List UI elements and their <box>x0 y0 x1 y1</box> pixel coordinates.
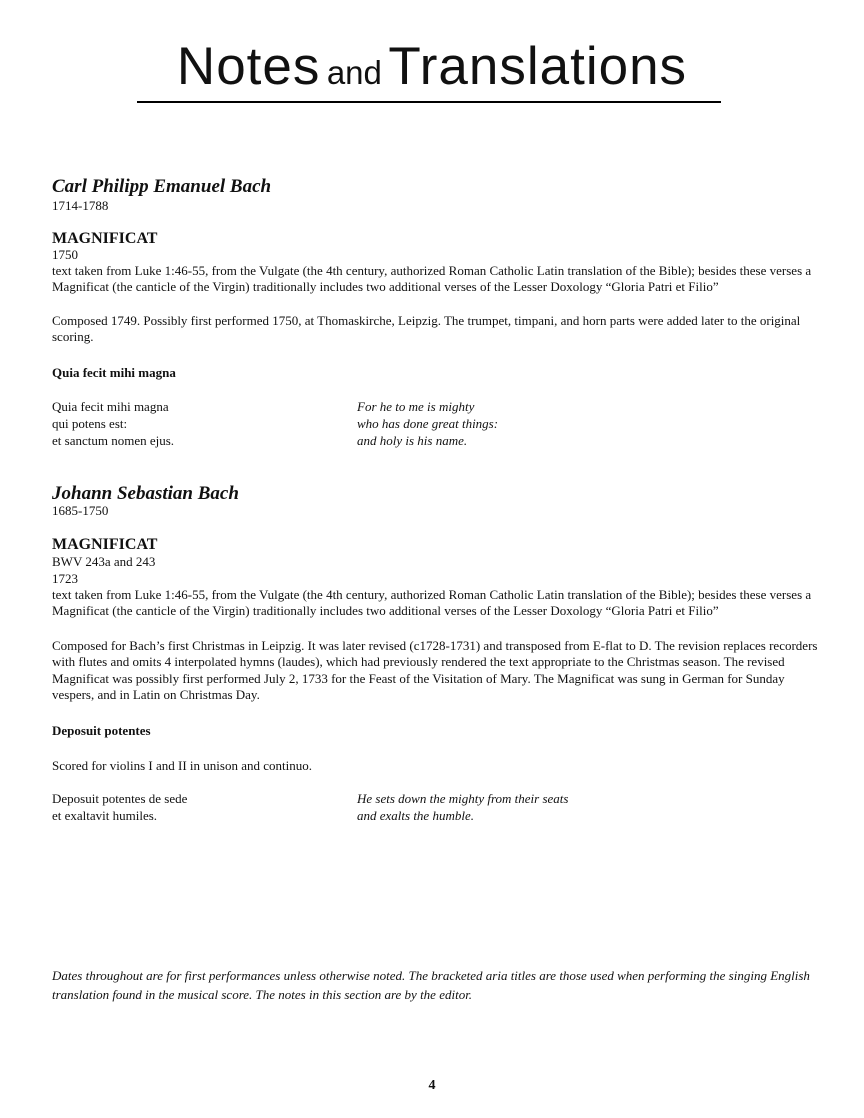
composition-note: Composed 1749. Possibly first performed 1750, at Thomaskirche, Leipzig. The trumpet, timpani, and horn parts were added later to the original scoring. <box>52 313 801 345</box>
composer-name: Carl Philipp Emanuel Bach <box>52 176 272 197</box>
work-catalog: BWV 243a and 243 <box>52 554 156 569</box>
composer-name: Johann Sebastian Bach <box>52 483 239 504</box>
title-word-translations: Translations <box>388 37 688 96</box>
page-title <box>0 37 864 96</box>
english-line: and holy is his name. <box>357 433 468 448</box>
composer-dates: 1685-1750 <box>52 503 109 518</box>
latin-text <box>52 790 187 824</box>
composer-dates: 1714-1788 <box>52 198 109 213</box>
latin-line: et sanctum nomen ejus. <box>52 433 175 448</box>
latin-line: et exaltavit humiles. <box>52 808 158 823</box>
latin-line: Quia fecit mihi magna <box>52 399 169 414</box>
title-word-notes: Notes <box>176 37 321 96</box>
english-translation <box>357 790 568 824</box>
movement-title: Quia fecit mihi magna <box>52 365 176 380</box>
english-translation <box>357 398 498 449</box>
latin-line: Deposuit potentes de sede <box>52 791 188 806</box>
title-word-and: and <box>326 54 382 91</box>
scoring-note: Scored for violins I and II in unison and continuo. <box>52 758 312 773</box>
work-year: 1723 <box>52 571 78 586</box>
footnote: Dates throughout are for first performances unless otherwise noted. The bracketed aria titles are those used when performing the singing English translation found in the musical score. The notes in this section are by the editor. <box>52 968 810 1002</box>
english-line: He sets down the mighty from their seats <box>357 791 569 806</box>
composition-note: Composed for Bach’s first Christmas in Leipzig. It was later revised (c1728-1731) and transposed from E-flat to D. The revision replaces recorders with flutes and omits 4 interpolated hymns (laudes), which had previously rendered the text appropriate to the Christmas season. The revised Magnificat was possibly first performed July 2, 1733 for the Feast of the Visitation of Mary. The Magnificat was sung in German for Sunday vespers, and in Latin on Christmas Day. <box>52 638 818 702</box>
movement-title: Deposuit potentes <box>52 723 151 738</box>
latin-text <box>52 398 174 449</box>
text-source: text taken from Luke 1:46-55, from the Vulgate (the 4th century, authorized Roman Catholic Latin translation of the Bible); besides these verses a Magnificat (the canticle of the Virgin) traditionally includes two additional verses of the Lesser Doxology “Gloria Patri et Filio” <box>52 263 812 295</box>
work-title: MAGNIFICAT <box>52 536 158 553</box>
english-line: For he to me is mighty <box>357 399 475 414</box>
text-source: text taken from Luke 1:46-55, from the Vulgate (the 4th century, authorized Roman Catholic Latin translation of the Bible); besides these verses a Magnificat (the canticle of the Virgin) traditionally includes two additional verses of the Lesser Doxology “Gloria Patri et Filio” <box>52 587 812 619</box>
title-divider <box>137 101 721 103</box>
english-line: who has done great things: <box>357 416 499 431</box>
work-year: 1750 <box>52 247 78 262</box>
page-number: 4 <box>428 1078 436 1093</box>
latin-line: qui potens est: <box>52 416 128 431</box>
english-line: and exalts the humble. <box>357 808 474 823</box>
work-title: MAGNIFICAT <box>52 230 158 247</box>
